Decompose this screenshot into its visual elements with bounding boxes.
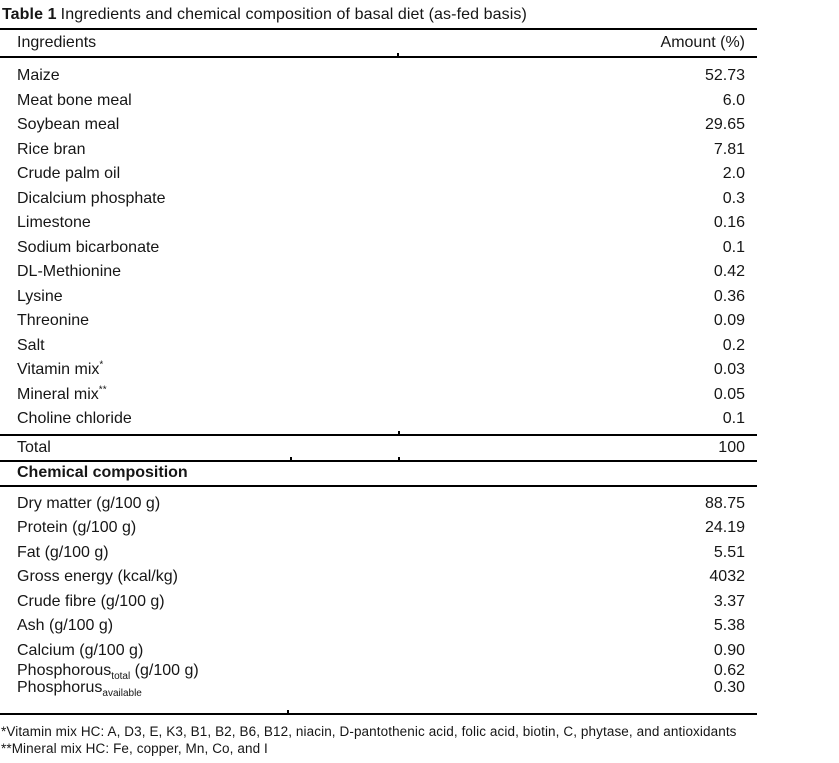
row-value: 0.09 (713, 312, 745, 330)
table-row (0, 492, 757, 517)
table-row (0, 309, 757, 334)
subscript-label: available (102, 687, 142, 699)
table-header-row (0, 30, 757, 58)
table-row (0, 89, 757, 114)
row-value: 24.19 (704, 519, 745, 537)
table-row (0, 541, 757, 566)
row-label: Rice bran (17, 140, 86, 158)
total-label: Total (17, 438, 51, 456)
table-row (0, 614, 757, 639)
row-value: 5.51 (713, 543, 745, 561)
table-row (0, 662, 757, 683)
table-row (0, 285, 757, 310)
row-label: Crude fibre (g/100 g) (17, 592, 165, 610)
row-label: Threonine (17, 312, 90, 330)
total-row (0, 436, 757, 462)
table-title (0, 0, 757, 30)
row-value: 2.0 (722, 165, 745, 183)
row-label: Salt (17, 336, 45, 354)
table-footnotes (0, 715, 839, 757)
table-row (0, 187, 757, 212)
row-value: 0.1 (722, 238, 745, 256)
table-row (0, 516, 757, 541)
row-label: Sodium bicarbonate (17, 238, 160, 256)
row-value: 0.42 (713, 263, 745, 281)
row-value: 0.03 (713, 361, 745, 379)
footnote-line: **Mineral mix HC: Fe, copper, Mn, Co, and I (1, 741, 268, 756)
table-number: Table 1 (2, 6, 57, 23)
row-label: Dry matter (g/100 g) (17, 494, 161, 512)
row-label: Crude palm oil (17, 165, 121, 183)
row-label: Ash (g/100 g) (17, 617, 114, 635)
row-value: 4032 (709, 568, 745, 586)
tick-mark (398, 431, 400, 435)
row-label: Mineral mix** (17, 384, 107, 403)
row-value: 7.81 (713, 140, 745, 158)
row-label: Phosphorus$_{available}$ (17, 678, 142, 699)
row-value: 52.73 (704, 67, 745, 85)
row-label: Calcium (g/100 g) (17, 641, 144, 659)
section-label: Chemical composition (17, 464, 188, 481)
tick-mark (398, 457, 400, 461)
row-value: 0.3 (722, 189, 745, 207)
table-row (0, 680, 757, 697)
row-label: Gross energy (kcal/kg) (17, 568, 178, 586)
row-value: 0.30 (713, 678, 745, 696)
footnote-marker: ** (98, 384, 107, 396)
row-value: 0.1 (722, 410, 745, 428)
table-row (0, 383, 757, 408)
row-label: Meat bone meal (17, 91, 132, 109)
row-value: 0.16 (713, 214, 745, 232)
tick-mark (287, 710, 289, 714)
subscript-label: total (111, 671, 131, 683)
table-row (0, 407, 757, 432)
column-header-ingredients: Ingredients (17, 34, 97, 51)
table-row (0, 334, 757, 359)
tick-mark (397, 53, 399, 57)
table-row (0, 64, 757, 89)
ingredients-section (0, 58, 757, 436)
row-value: 0.36 (713, 287, 745, 305)
section-header-chemical-composition (0, 462, 757, 487)
row-value: 3.37 (713, 592, 745, 610)
row-value: 5.38 (713, 617, 745, 635)
table-row (0, 236, 757, 261)
table-row (0, 211, 757, 236)
table-row (0, 639, 757, 664)
table-row (0, 138, 757, 163)
table-row (0, 590, 757, 615)
row-label: Soybean meal (17, 116, 120, 134)
column-header-amount: Amount (%) (660, 34, 745, 51)
tick-mark (290, 457, 292, 461)
row-label: Limestone (17, 214, 91, 232)
table-row (0, 260, 757, 285)
table-row (0, 565, 757, 590)
row-label: Vitamin mix* (17, 359, 104, 379)
row-label: Fat (g/100 g) (17, 543, 109, 561)
row-value: 88.75 (704, 494, 745, 512)
composition-section (0, 487, 757, 716)
footnote-line: *Vitamin mix HC: A, D3, E, K3, B1, B2, B6, B12, niacin, D-pantothenic acid, folic acid, biotin, C, phytase, and antioxidants (1, 724, 737, 739)
row-value: 0.90 (713, 641, 745, 659)
row-value: 29.65 (704, 116, 745, 134)
row-value: 0.2 (722, 336, 745, 354)
row-label: DL-Methionine (17, 263, 122, 281)
footnote-marker: * (99, 359, 104, 371)
row-label: Phosphorous$_{total}$ (g/100 g) (17, 662, 199, 683)
row-label: Dicalcium phosphate (17, 189, 166, 207)
table-caption: Ingredients and chemical composition of basal diet (as-fed basis) (60, 6, 527, 23)
table-row (0, 358, 757, 383)
row-label: Choline chloride (17, 410, 132, 428)
row-value: 0.62 (713, 662, 745, 680)
row-label: Protein (g/100 g) (17, 519, 137, 537)
total-value: 100 (718, 438, 745, 456)
row-label: Lysine (17, 287, 63, 305)
row-value: 6.0 (722, 91, 745, 109)
row-value: 0.05 (713, 385, 745, 403)
table-row (0, 113, 757, 138)
row-label: Maize (17, 67, 60, 85)
table-row (0, 162, 757, 187)
